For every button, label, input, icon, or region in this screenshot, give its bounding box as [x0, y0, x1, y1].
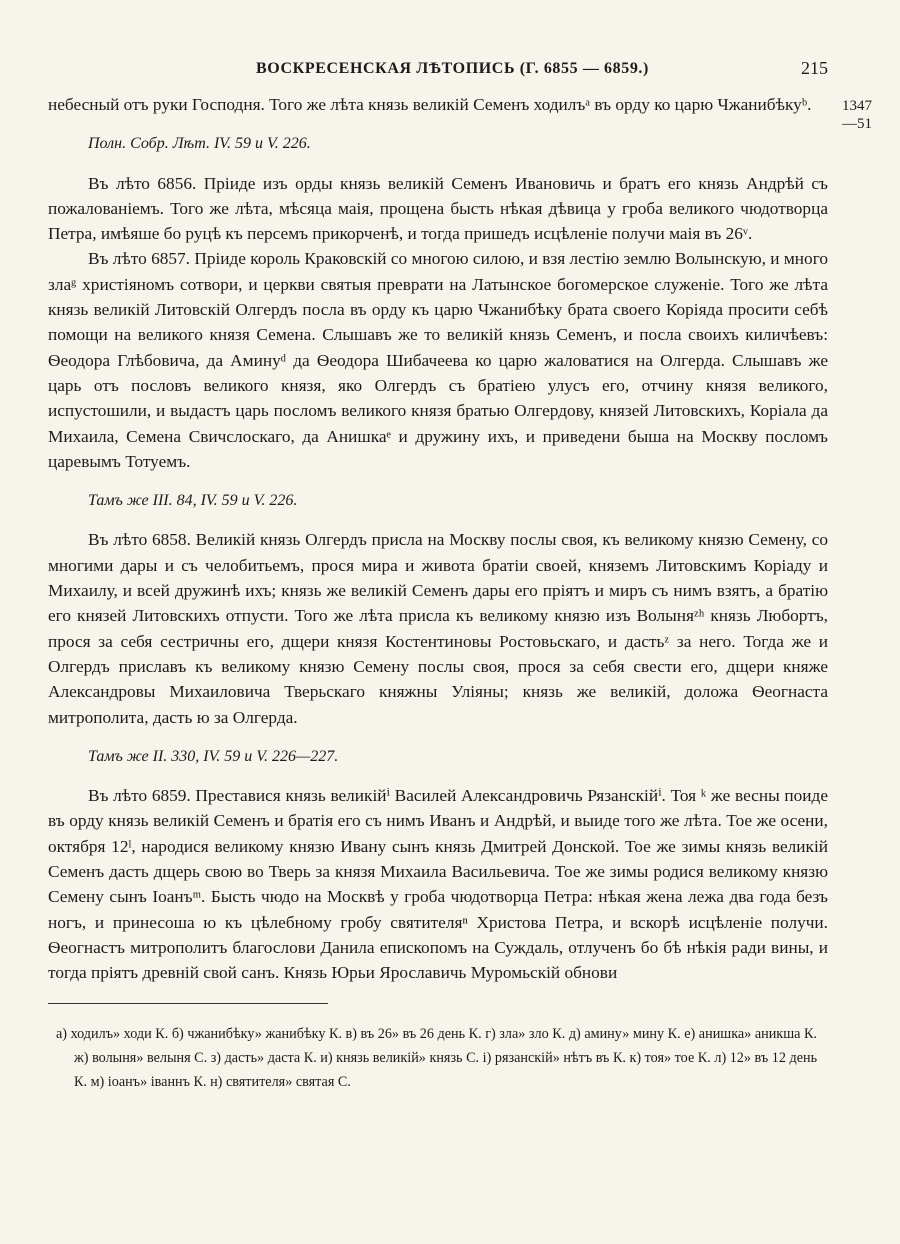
page-header [48, 58, 828, 84]
footnote: к) тоя» тое К. [629, 1050, 715, 1066]
paragraph-6859: Въ лѣто 6859. Преставися князь великійⁱ Василей Александровичь Рязанскійⁱ. Тоя ᵏ же весны поиде въ орду князь великій Семенъ и братія его съ нимъ Иванъ и Андрѣй, и выиде того же лѣта. Тое же осени, октября 12ˡ, народися великому князю Ивану сынъ князь Дмитрей Донской. Тое же зимы князь великій Семенъ дасть дщерь свою во Тверь за князя Михаила Васильевича. Тое же зимы родися великому князю Семену сынъ Іоанъᵐ. Бысть чюдо на Москвѣ у гроба чюдотворца Петра: нѣкая жена лежа два года безъ ногъ, и принесоша ю къ цѣлебному гробу святителяⁿ Христова Петра, и вскорѣ исцѣленіе получи. Ѳеогнастъ митрополитъ благослови Данила епископомъ на Суждаль, отлученъ бо бѣ нѣкія ради вины, и тогда пріятъ древній свой санъ. Князь Юрьи Ярославичь Муромьскій обнови [48, 786, 828, 983]
footnote-divider [48, 1003, 328, 1004]
chronicle-text [48, 92, 828, 986]
footnote: в) въ 26» въ 26 день К. [345, 1026, 486, 1042]
footnote: і) рязанскій» нѣтъ въ К. [482, 1050, 630, 1066]
source-reference: Полн. Собр. Лѣт. IV. 59 и V. 226. [88, 135, 311, 153]
footnote: з) дасть» даста К. [210, 1050, 321, 1066]
footnote: л) 12» въ 12 день К. [74, 1050, 818, 1090]
margin-year-bottom: —51 [842, 116, 872, 132]
source-reference: Тамъ же III. 84, IV. 59 и V. 226. [88, 492, 298, 510]
paragraph-6858: Въ лѣто 6858. Великій князь Олгердъ присла на Москву послы своя, къ великому князю Семену, со многими дары и съ челобитьемъ, прося мира и живота братіи своей, княземъ Литовскимъ Коріаду и Михаилу, и всей дружинѣ ихъ; князь же великій Семенъ дары его пріятъ и миръ съ нимъ взятъ, а братію его князей Литовскихъ отпусти. Того же лѣта присла къ великому князю изъ Волыняᶻʰ князь Любортъ, прося за себя сестричны его, дщери князя Костентиновы Ростовьскаго, и дастьᶻ за него. Тогда же и Олгердъ приславъ къ великому князю Семену послы своя, прося за себя свести его, дщери княже Александровы Михаиловича Тверьскаго княжны Уліяны; князь же великій, доложа Ѳеогнаста митрополита, дасть ю за Олгерда. [48, 530, 828, 727]
source-reference: Тамъ же II. 330, IV. 59 и V. 226—227. [88, 747, 339, 765]
paragraph-6856: Въ лѣто 6856. Пріиде изъ орды князь великій Семенъ Ивановичь и братъ его князь Андрѣй съ пожалованіемъ. Того же лѣта, мѣсяца маія, прощена бысть нѣкая дѣвица у гроба великого чюдотворца Петра, имѣяше бо руцѣ къ персемъ прикорченѣ, и тогда пришедъ исцѣленіе получи маія въ 26ᵛ. [48, 173, 828, 244]
footnotes [56, 1022, 828, 1094]
footnote: г) зла» зло К. [485, 1026, 569, 1042]
footnote: а) ходилъ» ходи К. [56, 1026, 172, 1042]
margin-year-top: 1347 [842, 98, 872, 114]
page-number: 215 [801, 58, 828, 78]
margin-year-range [832, 97, 872, 133]
footnote: ж) волыня» велыня С. [74, 1050, 211, 1066]
footnote: и) князь великій» князь С. [320, 1050, 483, 1066]
running-title: ВОСКРЕСЕНСКАЯ ЛѢТОПИСЬ (Г. 6855 — 6859.) [256, 60, 649, 77]
paragraph-6857: Въ лѣто 6857. Пріиде король Краковскій со многою силою, и взя лестію землю Волынскую, и много злаᵍ христіяномъ сотвори, и церкви святыя преврати на Латынское богомерское служеніе. Того же лѣта князь великій Литовскій Олгердъ посла въ орду къ царю Чжанибѣку брата своего Коріяда просити себѣ помощи на великого князя Семена. Слышавъ же то великій князь Семенъ, и посла своихъ киличѣевъ: Ѳеодора Глѣбовича, да Аминуᵈ да Ѳеодора Шибачеева ко царю жаловатися на Олгерда. Слышавъ же царь отъ пословъ великого князя, яко Олгердъ съ братіею улусъ его, отчину князя великого, испустошили, и выдастъ царь посломъ великого князя братью Олгердову, князей Литовскихъ, Коріала да Михаила, Семена Свичслоскаго, да Анишкаᵉ и дружину ихъ, и приведени быша на Москву посломъ царевымъ Тотуемъ. [48, 249, 828, 471]
footnote: н) святителя» святая С. [210, 1074, 351, 1090]
footnote: м) іоанъ» іваннъ К. [90, 1074, 211, 1090]
footnote: б) чжанибѣку» жанибѣку К. [171, 1026, 346, 1042]
footnote: д) амину» мину К. [568, 1026, 685, 1042]
paragraph-continuation: небесный отъ руки Господня. Того же лѣта князь великій Семенъ ходилъᵃ въ орду ко царю Чжанибѣкуᵇ. [48, 95, 812, 114]
footnote: е) анишка» аникша К. [684, 1026, 817, 1042]
